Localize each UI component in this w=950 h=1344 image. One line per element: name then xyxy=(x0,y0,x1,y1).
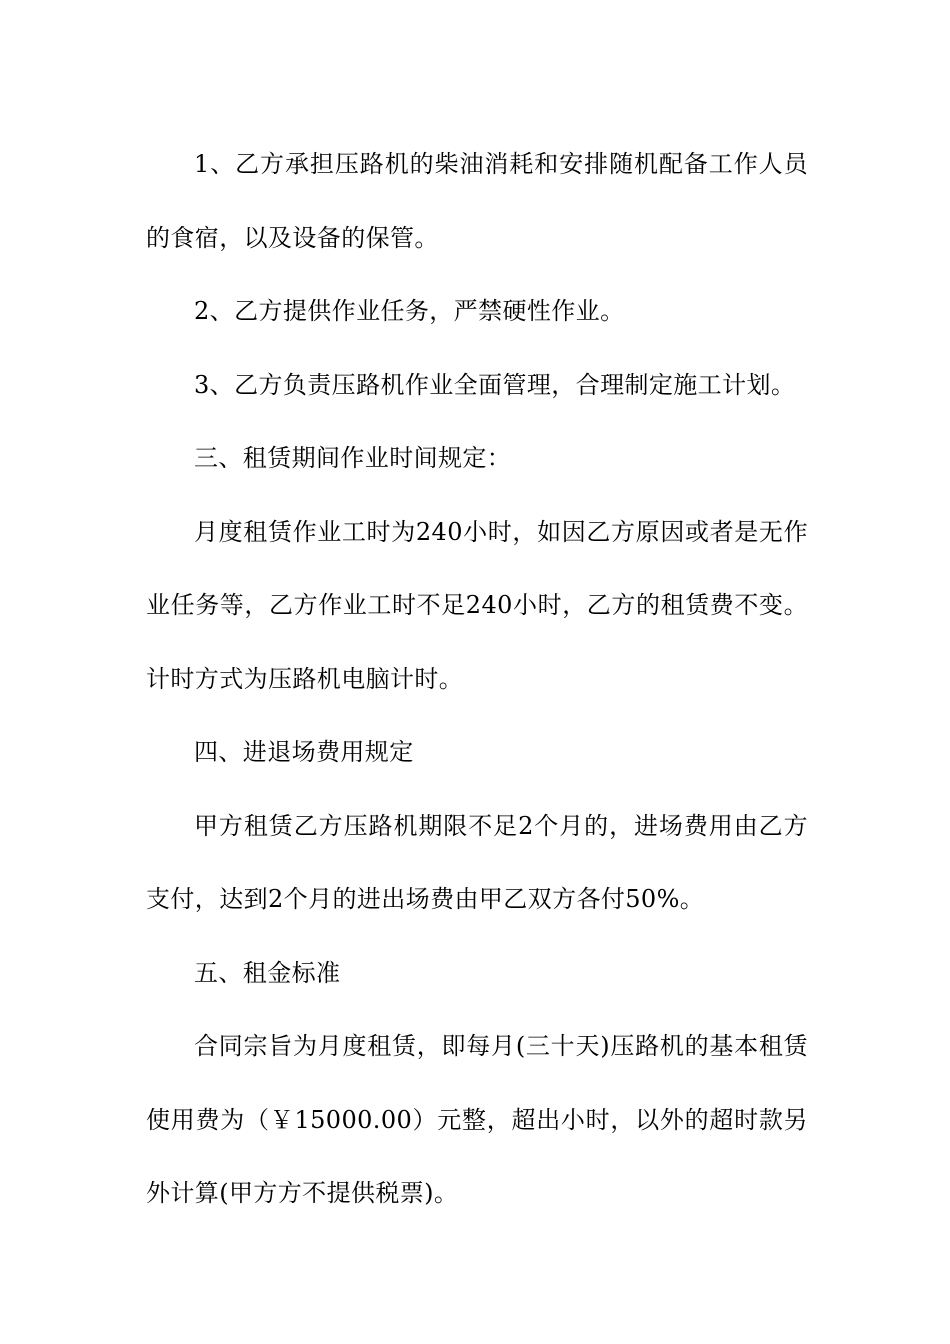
paragraph-obligation-1: 1、乙方承担压路机的柴油消耗和安排随机配备工作人员的食宿，以及设备的保管。 xyxy=(146,150,808,252)
paragraph-rent-standard: 合同宗旨为月度租赁，即每月(三十天)压路机的基本租赁使用费为（￥15000.00）元整，超出小时，以外的超时款另外计算(甲方方不提供税票)。 xyxy=(146,1032,808,1207)
paragraph-obligation-2: 2、乙方提供作业任务，严禁硬性作业。 xyxy=(194,297,625,325)
paragraph-work-hours: 月度租赁作业工时为240小时，如因乙方原因或者是无作业任务等，乙方作业工时不足240小时，乙方的租赁费不变。计时方式为压路机电脑计时。 xyxy=(146,517,808,693)
document-body xyxy=(146,128,808,1231)
section-heading-site-fees: 四、进退场费用规定 xyxy=(194,738,414,766)
paragraph-obligation-3: 3、乙方负责压路机作业全面管理，合理制定施工计划。 xyxy=(194,370,796,399)
section-heading-work-hours: 三、租赁期间作业时间规定： xyxy=(194,444,512,472)
paragraph-site-fees: 甲方租赁乙方压路机期限不足2个月的，进场费用由乙方支付，达到2个月的进出场费由甲乙双方各付50%。 xyxy=(146,811,808,913)
section-heading-rent-standard: 五、租金标准 xyxy=(194,958,341,987)
